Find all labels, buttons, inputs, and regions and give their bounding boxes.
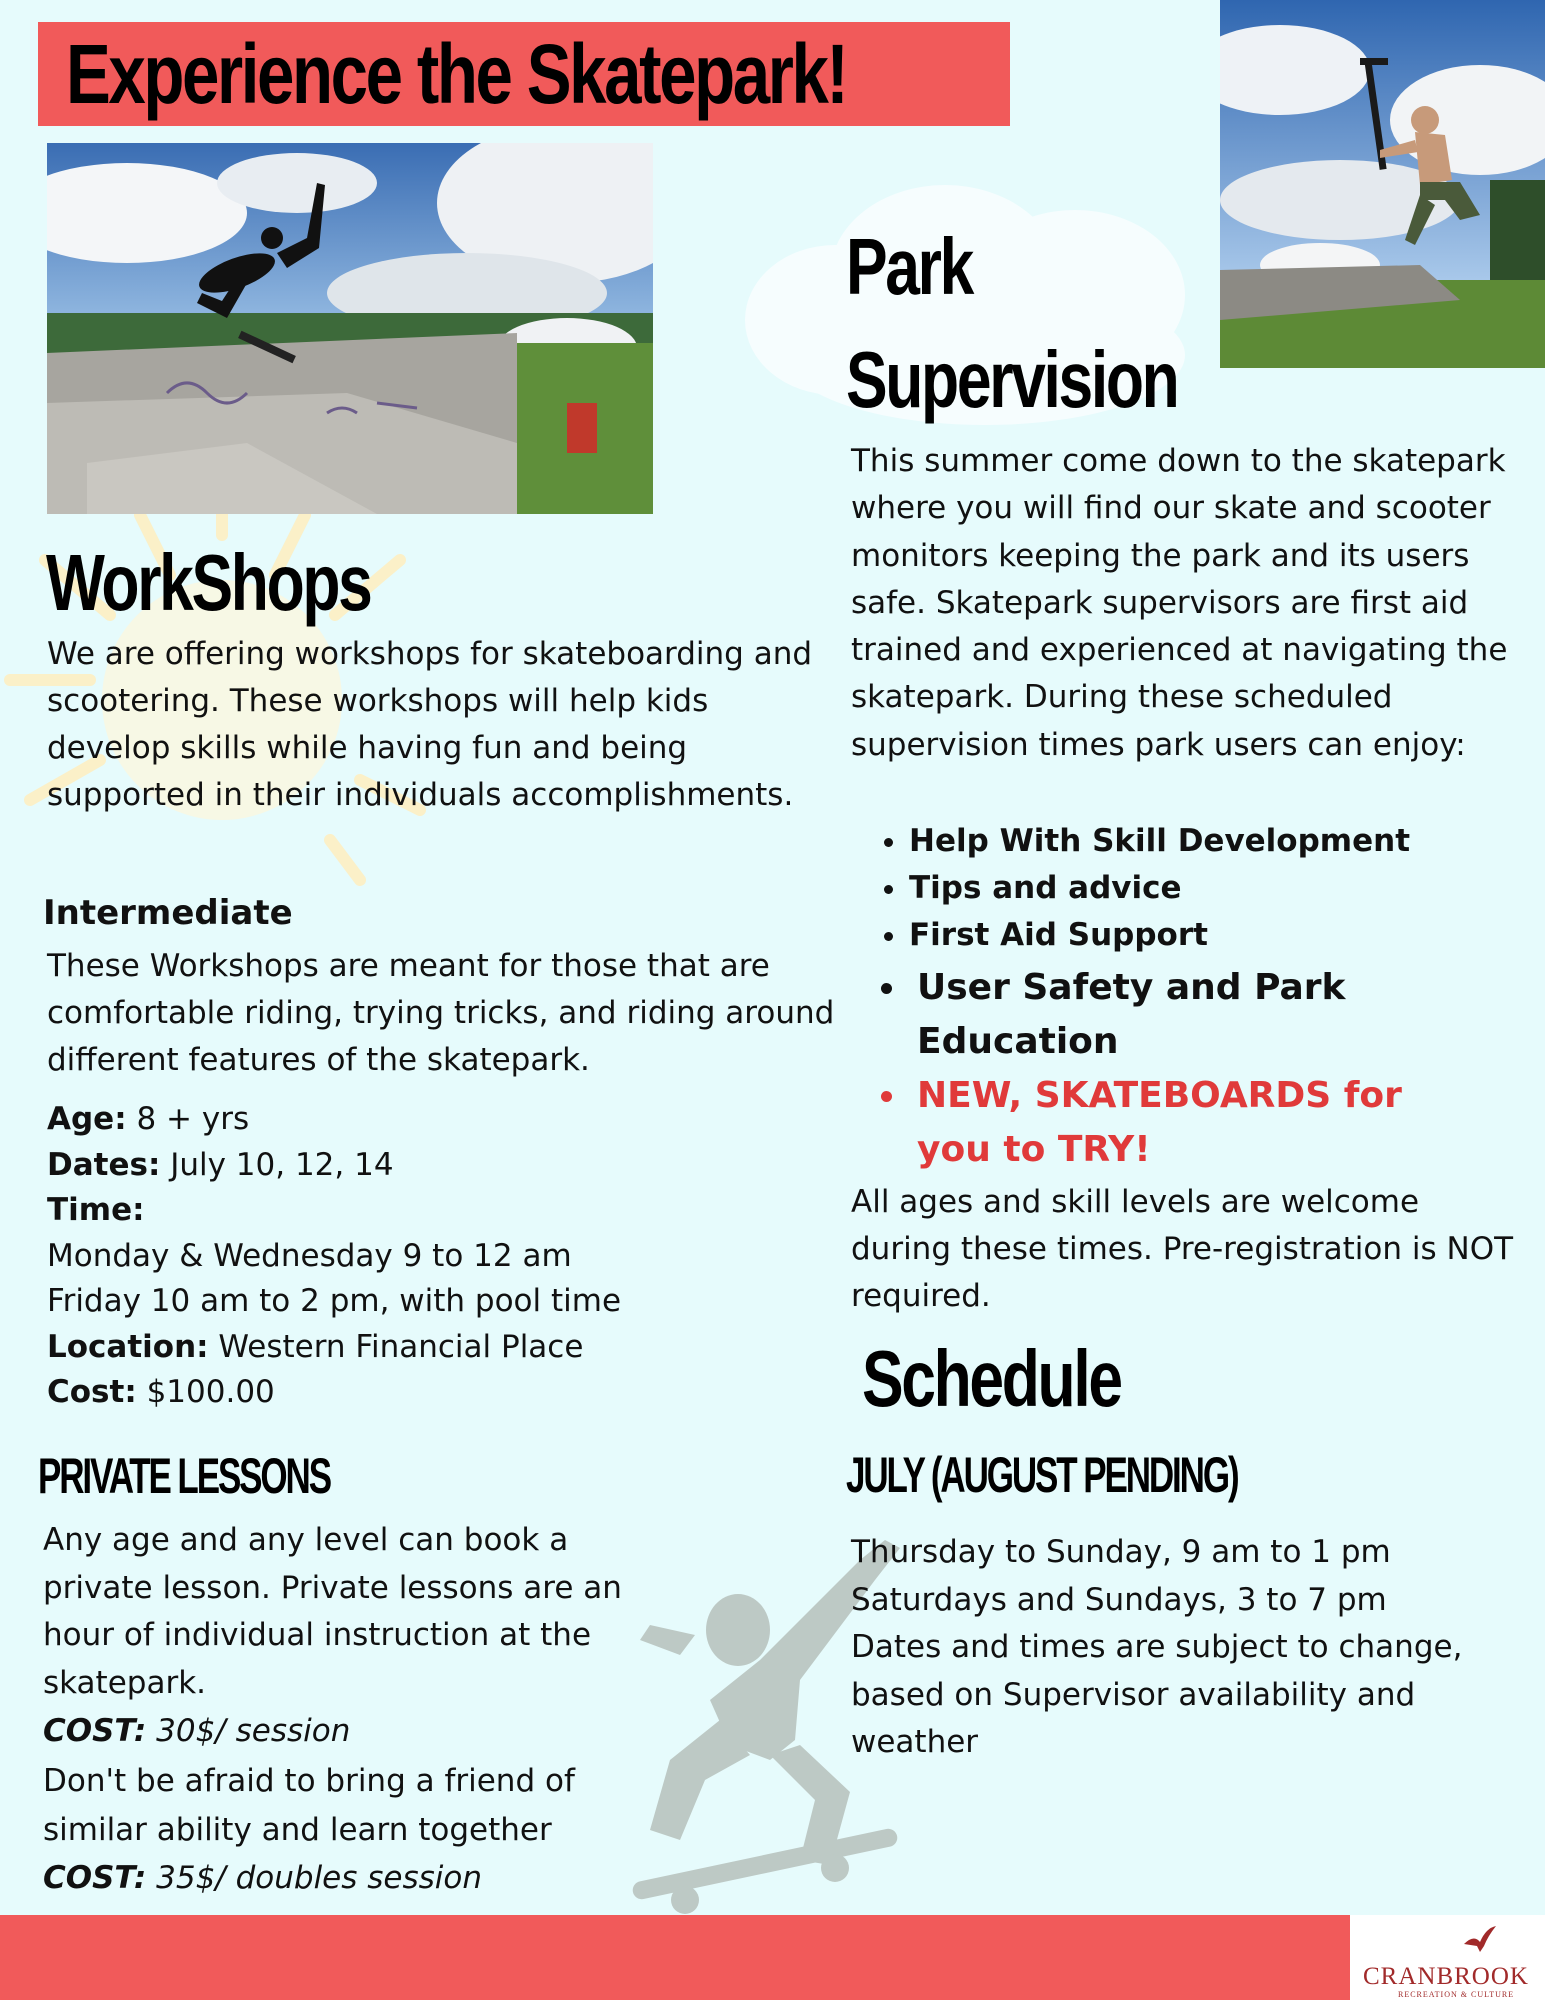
- private-cost-2-label: COST:: [43, 1860, 147, 1896]
- workshops-intro: We are offering workshops for skateboarding and scootering. These workshops will help kids develop skills while having fun and being supported in their individuals accomplishments.: [47, 636, 813, 813]
- benefit-item-highlight: • NEW, SKATEBOARDS for you to TRY!: [909, 1069, 1477, 1177]
- page-title: Experience the Skatepark!: [66, 27, 847, 121]
- schedule-note: Dates and times are subject to change, based on Supervisor availability and weather: [851, 1629, 1463, 1760]
- time-label: Time:: [47, 1192, 145, 1228]
- age-value: 8 + yrs: [126, 1101, 250, 1137]
- private-lessons-heading: PRIVATE LESSONS: [38, 1448, 330, 1504]
- supervision-benefits-list: [851, 818, 1545, 1177]
- private-cost-1-label: COST:: [43, 1713, 147, 1749]
- schedule-details: [851, 1529, 1521, 1767]
- supervision-desc: This summer come down to the skatepark where you will find our skate and scooter monitors keeping the park and its users safe. Skatepark supervisors are first aid trained and experienced at navigating the skatepark. During these scheduled supervision times park users can enjoy:: [851, 443, 1508, 763]
- benefit-item: • Tips and advice: [909, 865, 1545, 912]
- location-row: [47, 1325, 827, 1371]
- workshops-details: [47, 1097, 827, 1416]
- cost-label: Cost:: [47, 1374, 137, 1410]
- supervision-heading-line-1: Park: [846, 222, 972, 311]
- workshops-heading: WorkShops: [46, 538, 371, 627]
- dates-label: Dates:: [47, 1146, 161, 1183]
- location-value: Western Financial Place: [208, 1328, 584, 1365]
- supervision-footer: All ages and skill levels are welcome during these times. Pre-registration is NOT required.: [851, 1184, 1514, 1314]
- dates-value: July 10, 12, 14: [160, 1146, 394, 1183]
- benefit-item: • Help With Skill Development: [909, 818, 1545, 865]
- footer-bar: [0, 1915, 1350, 2000]
- private-cost-1: [43, 1708, 723, 1755]
- schedule-line-2: Saturdays and Sundays, 3 to 7 pm: [851, 1581, 1387, 1618]
- cost-row: [47, 1370, 827, 1416]
- supervision-heading-line-2: Supervision: [846, 335, 1178, 424]
- bird-icon: [1462, 1922, 1498, 1958]
- private-friend-note: Don't be afraid to bring a friend of similar ability and learn together: [43, 1763, 575, 1848]
- location-label: Location:: [47, 1328, 209, 1365]
- age-label: Age:: [47, 1101, 127, 1137]
- scooter-photo: [1220, 0, 1545, 368]
- private-cost-1-value: 30$/ session: [146, 1713, 351, 1749]
- age-row: [47, 1097, 827, 1143]
- workshops-level-desc: These Workshops are meant for those that are comfortable riding, trying tricks, and riding around different features of the skatepark.: [47, 948, 835, 1078]
- private-lessons-desc: Any age and any level can book a private lesson. Private lessons are an hour of individual instruction at the skatepark.: [43, 1522, 622, 1701]
- schedule-subheading: JULY (AUGUST PENDING): [846, 1447, 1238, 1503]
- private-cost-2-value: 35$/ doubles session: [146, 1860, 483, 1896]
- logo-tagline: RECREATION & CULTURE: [1398, 1990, 1515, 1999]
- benefit-item: • User Safety and Park Education: [909, 961, 1377, 1069]
- logo-name: CRANBROOK: [1363, 1963, 1529, 1990]
- benefit-item: • First Aid Support: [909, 912, 1545, 959]
- time-line-2: Friday 10 am to 2 pm, with pool time: [47, 1283, 622, 1319]
- skateboard-photo: [47, 143, 653, 514]
- time-line-1: Monday & Wednesday 9 to 12 am: [47, 1237, 572, 1274]
- schedule-line-1: Thursday to Sunday, 9 am to 1 pm: [851, 1534, 1391, 1570]
- cost-value: $100.00: [136, 1374, 275, 1410]
- dates-row: [47, 1143, 827, 1189]
- schedule-heading: Schedule: [862, 1334, 1121, 1423]
- private-cost-2: [43, 1855, 723, 1902]
- workshops-level: Intermediate: [43, 893, 293, 933]
